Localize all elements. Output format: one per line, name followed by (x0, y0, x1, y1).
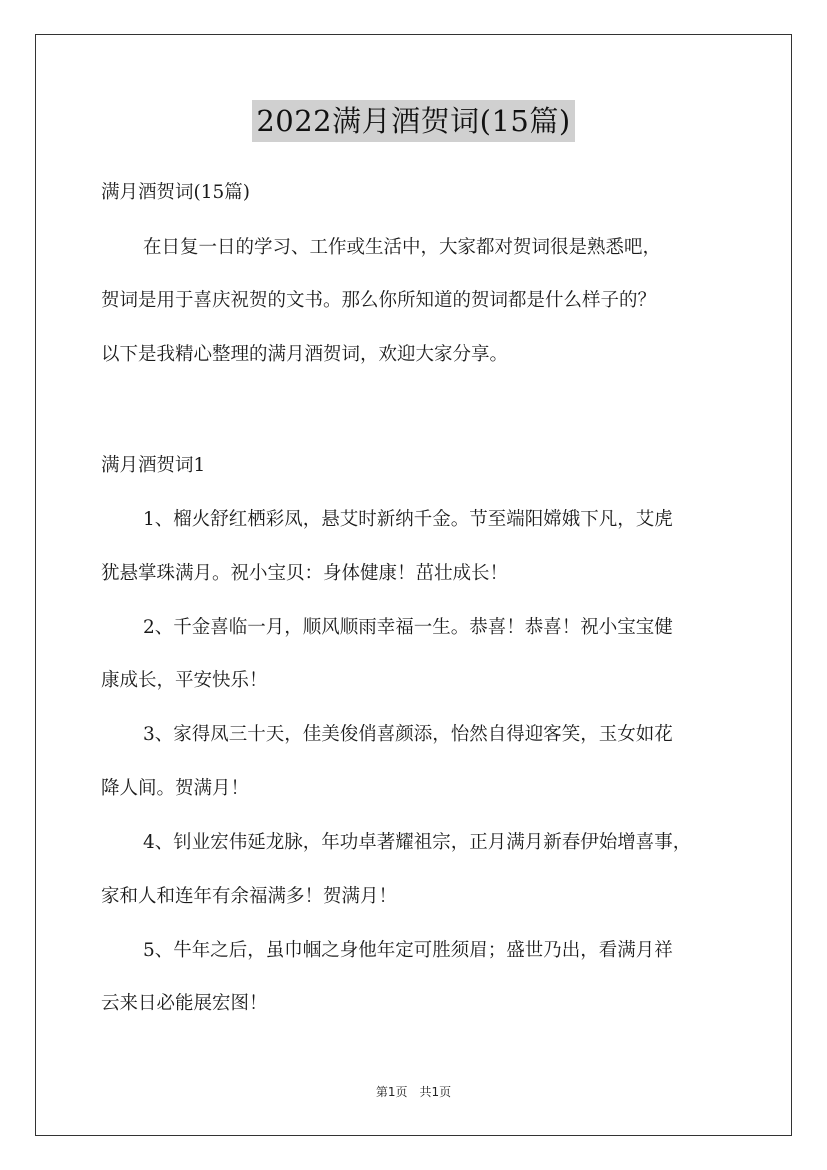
intro-line-3: 以下是我精心整理的满月酒贺词，欢迎大家分享。 (101, 344, 509, 365)
page-total: 共1页 (419, 1085, 452, 1099)
document-title: 2022满月酒贺词(15篇) (252, 100, 574, 142)
item-2-line-1: 2、千金喜临一月，顺风顺雨幸福一生。恭喜！恭喜！祝小宝宝健 (143, 617, 673, 638)
item-5-line-2: 云来日必能展宏图！ (101, 993, 268, 1014)
item-1-line-2: 犹悬掌珠满月。祝小宝贝：身体健康！茁壮成长！ (101, 563, 509, 584)
intro-line-1: 在日复一日的学习、工作或生活中，大家都对贺词很是熟悉吧， (143, 237, 662, 258)
page-number: 第1页 (375, 1085, 408, 1099)
title-container (0, 100, 827, 142)
item-3-line-2: 降人间。贺满月！ (101, 778, 250, 799)
intro-line-2: 贺词是用于喜庆祝贺的文书。那么你所知道的贺词都是什么样子的？ (101, 290, 657, 311)
item-1-line-1: 1、榴火舒红栖彩凤，悬艾时新纳千金。节至端阳嫦娥下凡，艾虎 (143, 509, 673, 530)
item-3-line-1: 3、家得凤三十天，佳美俊俏喜颜添，怡然自得迎客笑，玉女如花 (143, 724, 673, 745)
document-subtitle: 满月酒贺词(15篇) (101, 182, 250, 203)
item-4-line-2: 家和人和连年有余福满多！贺满月！ (101, 886, 398, 907)
item-5-line-1: 5、牛年之后，虽巾帼之身他年定可胜须眉；盛世乃出，看满月祥 (143, 940, 673, 961)
page-footer (0, 1083, 827, 1100)
section-heading: 满月酒贺词1 (101, 455, 206, 476)
item-2-line-2: 康成长，平安快乐！ (101, 670, 268, 691)
item-4-line-1: 4、钊业宏伟延龙脉，年功卓著耀祖宗，正月满月新春伊始增喜事， (143, 832, 692, 853)
